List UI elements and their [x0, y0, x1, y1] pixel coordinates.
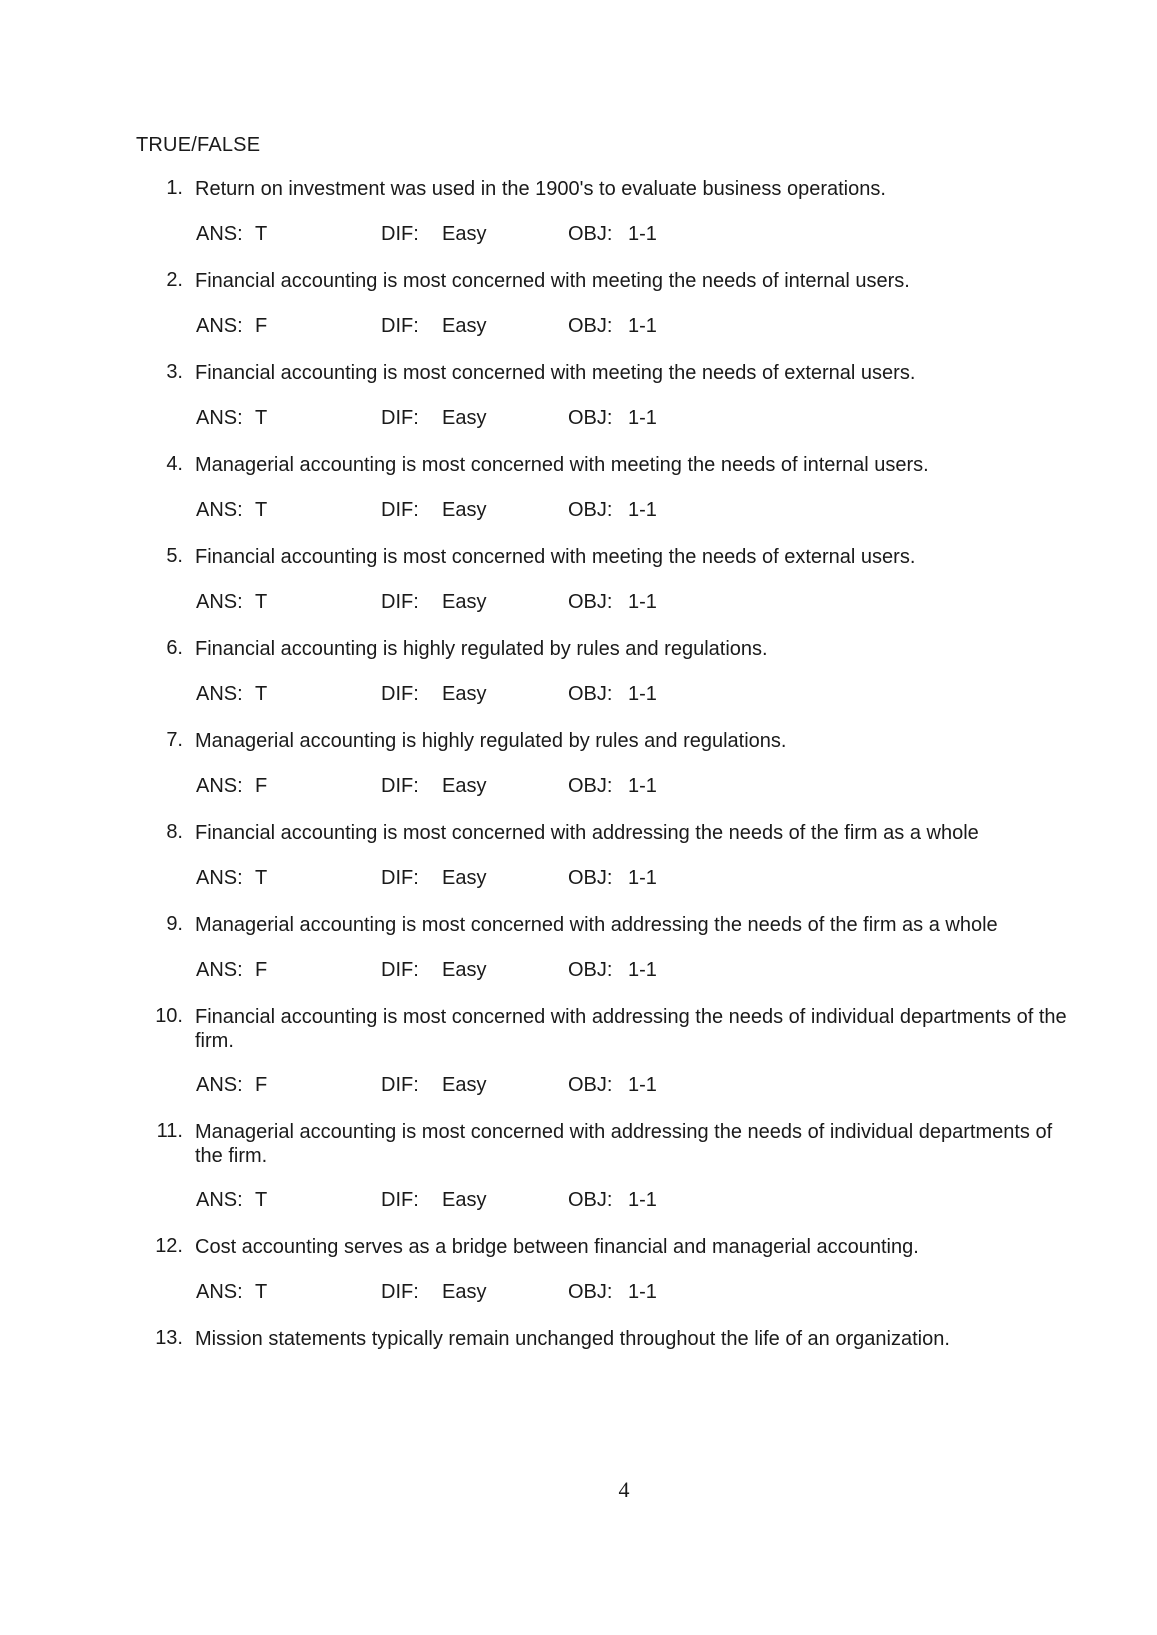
- answer-value: F: [255, 959, 268, 981]
- question-number: 4.: [166, 453, 183, 475]
- difficulty-label: DIF:: [381, 223, 419, 245]
- question-text: Cost accounting serves as a bridge between financial and managerial accounting.: [195, 1236, 919, 1258]
- answer-value: F: [255, 315, 268, 337]
- answer-row: [0, 683, 1157, 707]
- question-text: Managerial accounting is most concerned with meeting the needs of internal users.: [195, 454, 929, 476]
- difficulty-label: DIF:: [381, 315, 419, 337]
- answer-row: [0, 1189, 1157, 1213]
- answer-label: ANS:: [196, 683, 243, 705]
- difficulty-label: DIF:: [381, 959, 419, 981]
- answer-value: T: [255, 1189, 268, 1211]
- question-text: Financial accounting is most concerned with meeting the needs of external users.: [195, 546, 916, 568]
- question-text: Mission statements typically remain unchanged throughout the life of an organization.: [195, 1328, 950, 1350]
- objective-value: 1-1: [628, 1281, 657, 1303]
- section-title: TRUE/FALSE: [136, 134, 261, 156]
- objective-value: 1-1: [628, 499, 657, 521]
- question-number: 2.: [166, 269, 183, 291]
- answer-value: F: [255, 775, 268, 797]
- question-number: 8.: [166, 821, 183, 843]
- answer-row: [0, 315, 1157, 339]
- objective-label: OBJ:: [568, 867, 613, 889]
- difficulty-value: Easy: [442, 959, 487, 981]
- question-number: 3.: [166, 361, 183, 383]
- answer-label: ANS:: [196, 499, 243, 521]
- objective-label: OBJ:: [568, 591, 613, 613]
- question-number: 1.: [166, 177, 183, 199]
- question-text: Financial accounting is most concerned with meeting the needs of internal users.: [195, 270, 910, 292]
- answer-row: [0, 223, 1157, 247]
- objective-label: OBJ:: [568, 407, 613, 429]
- answer-label: ANS:: [196, 867, 243, 889]
- answer-row: [0, 407, 1157, 431]
- difficulty-value: Easy: [442, 315, 487, 337]
- difficulty-label: DIF:: [381, 591, 419, 613]
- answer-label: ANS:: [196, 1074, 243, 1096]
- question-text: Financial accounting is highly regulated by rules and regulations.: [195, 638, 768, 660]
- question-number: 12.: [155, 1235, 183, 1257]
- question-number: 9.: [166, 913, 183, 935]
- difficulty-label: DIF:: [381, 1074, 419, 1096]
- answer-label: ANS:: [196, 959, 243, 981]
- objective-label: OBJ:: [568, 1074, 613, 1096]
- answer-row: [0, 499, 1157, 523]
- answer-label: ANS:: [196, 315, 243, 337]
- objective-value: 1-1: [628, 315, 657, 337]
- answer-label: ANS:: [196, 591, 243, 613]
- objective-label: OBJ:: [568, 1281, 613, 1303]
- objective-value: 1-1: [628, 775, 657, 797]
- answer-row: [0, 591, 1157, 615]
- page-number: 4: [618, 1477, 630, 1502]
- difficulty-value: Easy: [442, 591, 487, 613]
- question-text: Financial accounting is most concerned with addressing the needs of individual departments of the firm.: [195, 1006, 1067, 1052]
- objective-value: 1-1: [628, 683, 657, 705]
- answer-value: T: [255, 1281, 268, 1303]
- answer-label: ANS:: [196, 775, 243, 797]
- question-number: 5.: [166, 545, 183, 567]
- difficulty-value: Easy: [442, 775, 487, 797]
- difficulty-value: Easy: [442, 1189, 487, 1211]
- difficulty-label: DIF:: [381, 499, 419, 521]
- difficulty-value: Easy: [442, 683, 487, 705]
- answer-row: [0, 775, 1157, 799]
- question-text: Financial accounting is most concerned with meeting the needs of external users.: [195, 362, 916, 384]
- answer-value: T: [255, 499, 268, 521]
- objective-value: 1-1: [628, 591, 657, 613]
- difficulty-value: Easy: [442, 223, 487, 245]
- answer-value: T: [255, 591, 268, 613]
- difficulty-value: Easy: [442, 407, 487, 429]
- objective-value: 1-1: [628, 1189, 657, 1211]
- answer-value: T: [255, 223, 268, 245]
- question-text: Managerial accounting is most concerned with addressing the needs of individual departments of the firm.: [195, 1121, 1053, 1167]
- question-text: Managerial accounting is most concerned with addressing the needs of the firm as a whole: [195, 914, 998, 936]
- difficulty-value: Easy: [442, 867, 487, 889]
- answer-label: ANS:: [196, 407, 243, 429]
- question-text: Managerial accounting is highly regulated by rules and regulations.: [195, 730, 787, 752]
- answer-value: F: [255, 1074, 268, 1096]
- objective-label: OBJ:: [568, 315, 613, 337]
- objective-label: OBJ:: [568, 499, 613, 521]
- question-text: Financial accounting is most concerned with addressing the needs of the firm as a whole: [195, 822, 979, 844]
- answer-value: T: [255, 683, 268, 705]
- objective-label: OBJ:: [568, 959, 613, 981]
- question-number: 10.: [155, 1005, 183, 1027]
- objective-value: 1-1: [628, 1074, 657, 1096]
- question-number: 13.: [155, 1327, 183, 1349]
- answer-row: [0, 867, 1157, 891]
- answer-label: ANS:: [196, 1281, 243, 1303]
- objective-label: OBJ:: [568, 1189, 613, 1211]
- answer-row: [0, 1281, 1157, 1305]
- answer-value: T: [255, 407, 268, 429]
- answer-label: ANS:: [196, 223, 243, 245]
- question-number: 6.: [166, 637, 183, 659]
- objective-value: 1-1: [628, 407, 657, 429]
- answer-row: [0, 959, 1157, 983]
- answer-value: T: [255, 867, 268, 889]
- difficulty-label: DIF:: [381, 775, 419, 797]
- question-text: Return on investment was used in the 1900's to evaluate business operations.: [195, 178, 886, 200]
- difficulty-label: DIF:: [381, 867, 419, 889]
- difficulty-value: Easy: [442, 1281, 487, 1303]
- answer-row: [0, 1074, 1157, 1098]
- objective-label: OBJ:: [568, 683, 613, 705]
- difficulty-label: DIF:: [381, 1281, 419, 1303]
- difficulty-value: Easy: [442, 499, 487, 521]
- difficulty-value: Easy: [442, 1074, 487, 1096]
- objective-label: OBJ:: [568, 223, 613, 245]
- question-number: 7.: [166, 729, 183, 751]
- objective-label: OBJ:: [568, 775, 613, 797]
- difficulty-label: DIF:: [381, 407, 419, 429]
- objective-value: 1-1: [628, 223, 657, 245]
- difficulty-label: DIF:: [381, 1189, 419, 1211]
- objective-value: 1-1: [628, 959, 657, 981]
- objective-value: 1-1: [628, 867, 657, 889]
- question-number: 11.: [156, 1120, 183, 1142]
- difficulty-label: DIF:: [381, 683, 419, 705]
- answer-label: ANS:: [196, 1189, 243, 1211]
